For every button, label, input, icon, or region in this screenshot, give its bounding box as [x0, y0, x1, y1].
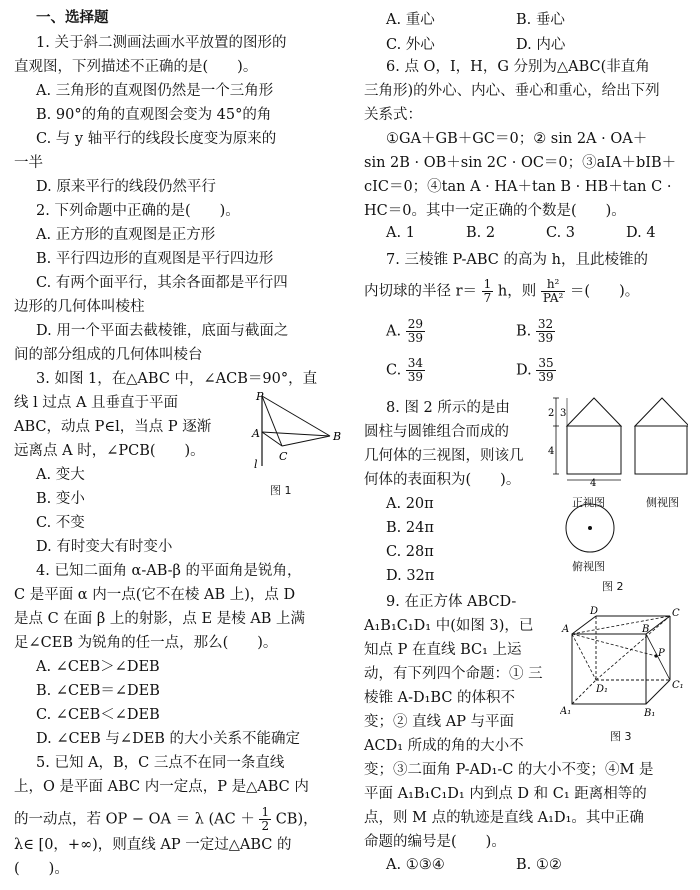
q1-option-b: B. 90°的角的直观图会变为 45°的角	[36, 107, 272, 123]
q7-r-num: 1	[483, 277, 492, 291]
q7-expr-den: PA²	[542, 291, 564, 305]
q5-vector-expr-end: CB)，	[275, 811, 318, 828]
figure-2-three-views	[542, 392, 688, 592]
fig2-front-label: 正视图	[572, 496, 605, 509]
q5-frac-num: 1	[261, 805, 270, 819]
q6-line-3: 关系式：	[364, 107, 422, 123]
fig1-label-c: C	[279, 450, 288, 463]
q3-option-a: A. 变大	[36, 467, 85, 483]
q8-line-3: 几何体的三视图，则该几	[364, 448, 524, 464]
fig1-label-p: P	[256, 390, 264, 403]
q7-option-d: D. $\frac{35}{39}$	[516, 356, 554, 384]
q2-option-c-cont: 边形的几何体叫棱柱	[14, 299, 145, 315]
q6-option-a: A. 1	[386, 225, 415, 241]
q5-option-c: C. 外心	[386, 37, 435, 53]
q9-line-6: 变；② 直线 AP 与平面	[364, 714, 515, 730]
q7-r-den: 7	[483, 291, 492, 305]
q2-option-d: D. 用一个平面去截棱锥，底面与截面之	[36, 323, 289, 339]
q8-option-d: D. 32π	[386, 568, 435, 584]
fig1-label-b: B	[333, 430, 342, 443]
q8-option-a: A. 20π	[386, 496, 434, 512]
q5-line-5: ( )。	[14, 861, 69, 877]
q4-line-2: C 是平面 α 内一点(它不在棱 AB 上)，点 D	[14, 587, 296, 603]
q3-option-b: B. 变小	[36, 491, 85, 507]
q9-line-5: 棱锥 A-D₁BC 的体积不	[364, 690, 516, 706]
q5-line-2: 上，O 是平面 ABC 内一定点，P 是△ABC 内	[14, 779, 309, 795]
q9-line-11: 命题的编号是( )。	[364, 834, 506, 850]
fig3-label-b: B	[642, 624, 650, 635]
q3-line-3: ABC，动点 P∈l，当点 P 逐渐	[14, 419, 212, 435]
q2-option-d-cont: 间的部分组成的几何体叫棱台	[14, 347, 203, 363]
fig2-dim-3: 3	[560, 408, 567, 419]
q9-line-8: 变；③二面角 P-AD₁-C 的大小不变；④M 是	[364, 762, 654, 778]
q7-option-c: C. $\frac{34}{39}$	[386, 356, 424, 384]
q7-text-a: 内切球的半径 r＝	[364, 283, 478, 300]
q4-line-3: 是点 C 在面 β 上的射影，点 E 是棱 AB 上满	[14, 611, 306, 627]
figure-3-cube	[560, 606, 690, 726]
q7-option-a: A. $\frac{29}{39}$	[386, 317, 423, 345]
q5-option-d: D. 内心	[516, 37, 566, 53]
q8-option-c: C. 28π	[386, 544, 434, 560]
q9-line-10: 点，则 M 点的轨迹是直线 A₁D₁。其中正确	[364, 810, 644, 826]
q5-fraction	[259, 806, 271, 833]
figure-1-triangle	[242, 388, 346, 472]
q3-option-d: D. 有时变大有时变小	[36, 539, 173, 555]
q1-option-d: D. 原来平行的线段仍然平行	[36, 179, 216, 195]
q1-option-a: A. 三角形的直观图仍然是一个三角形	[36, 83, 274, 99]
q5-line-4: λ∈ [0，+∞)，则直线 AP 一定过△ABC 的	[14, 837, 292, 853]
q3-line-1: 3. 如图 1，在△ABC 中，∠ACB＝90°，直	[36, 371, 318, 387]
q7-line-2	[364, 278, 639, 305]
fig2-caption: 图 2	[602, 580, 624, 593]
q7-text-b: h，则	[497, 283, 537, 300]
q6-option-d: D. 4	[626, 225, 656, 241]
q7-expr-num: h²	[541, 278, 565, 292]
q1-line-1: 1. 关于斜二测画法画水平放置的图形的	[36, 35, 287, 51]
q7-option-b: B. $\frac{32}{39}$	[516, 317, 554, 345]
q2-line-1: 2. 下列命题中正确的是( )。	[36, 203, 240, 219]
fig2-dim-2: 2	[548, 408, 555, 419]
q4-line-1: 4. 已知二面角 α-AB-β 的平面角是锐角，	[36, 563, 302, 579]
figure-1-caption: 图 1	[270, 484, 292, 497]
q5-frac-den: 2	[261, 819, 270, 833]
q5-line-3	[14, 806, 318, 833]
q5-line-1: 5. 已知 A，B，C 三点不在同一条直线	[36, 755, 285, 771]
q7-r-fraction	[482, 278, 494, 305]
q1-line-2: 直观图，下列描述不正确的是( )。	[14, 59, 258, 75]
fig3-label-c: C	[672, 608, 680, 619]
q9-line-3: 知点 P 在直线 BC₁ 上运	[364, 642, 522, 658]
q2-option-b: B. 平行四边形的直观图是平行四边形	[36, 251, 274, 267]
q3-line-4: 远离点 A 时，∠PCB( )。	[14, 443, 205, 459]
q6-line-4: ①GA＋GB＋GC＝0；② sin 2A · OA＋	[386, 131, 648, 147]
fig3-label-d1: D₁	[596, 684, 609, 695]
q7-expr-fraction	[541, 278, 565, 305]
q8-option-b: B. 24π	[386, 520, 434, 536]
q5-option-a: A. 重心	[386, 12, 435, 28]
q2-option-c: C. 有两个面平行，其余各面都是平行四	[36, 275, 288, 291]
q6-line-7: HC＝0。其中一定正确的个数是( )。	[364, 203, 626, 219]
fig2-dim-4-vertical: 4	[548, 446, 555, 457]
q6-line-2: 三角形)的外心、内心、垂心和重心，给出下列	[364, 83, 660, 99]
q6-option-c: C. 3	[546, 225, 576, 241]
q3-option-c: C. 不变	[36, 515, 85, 531]
q6-line-1: 6. 点 O，I，H，G 分别为△ABC(非直角	[386, 59, 650, 75]
q4-option-a: A. ∠CEB＞∠DEB	[36, 659, 160, 675]
q9-line-7: ACD₁ 所成的角的大小不	[364, 738, 524, 754]
q4-line-4: 足∠CEB 为锐角的任一点，那么( )。	[14, 635, 278, 651]
q8-line-2: 圆柱与圆锥组合而成的	[364, 424, 509, 440]
fig3-label-a: A	[562, 624, 570, 635]
fig2-top-label: 俯视图	[572, 560, 605, 573]
fig2-side-label: 侧视图	[646, 496, 679, 509]
q9-line-2: A₁B₁C₁D₁ 中(如图 3)，已	[364, 618, 534, 634]
q1-option-c: C. 与 y 轴平行的线段长度变为原来的	[36, 131, 277, 147]
q8-line-4: 何体的表面积为( )。	[364, 472, 521, 488]
q4-option-b: B. ∠CEB＝∠DEB	[36, 683, 160, 699]
section-title: 一、选择题	[36, 10, 109, 26]
q1-option-c-cont: 一半	[14, 155, 43, 171]
q9-line-1: 9. 在正方体 ABCD-	[386, 594, 517, 610]
q2-option-a: A. 正方形的直观图是正方形	[36, 227, 216, 243]
fig3-label-c1: C₁	[672, 680, 684, 691]
fig1-label-l: l	[254, 458, 258, 471]
q5-vector-expr: 的一动点，若 OP − OA ＝ λ (AC ＋	[14, 811, 255, 828]
q9-line-4: 动，有下列四个命题：① 三	[364, 666, 543, 682]
q9-line-9: 平面 A₁B₁C₁D₁ 内到点 D 和 C₁ 距离相等的	[364, 786, 647, 802]
fig2-dim-4-horizontal: 4	[590, 478, 597, 489]
q7-text-c: ＝( )。	[569, 283, 640, 300]
fig3-label-d: D	[590, 606, 599, 617]
q5-option-b: B. 垂心	[516, 12, 565, 28]
q6-line-6: cIC＝0；④tan A · HA＋tan B · HB＋tan C ·	[364, 179, 672, 195]
q4-option-d: D. ∠CEB 与∠DEB 的大小关系不能确定	[36, 731, 301, 747]
q3-line-2: 线 l 过点 A 且垂直于平面	[14, 395, 179, 411]
fig3-label-b1: B₁	[644, 708, 656, 719]
q4-option-c: C. ∠CEB＜∠DEB	[36, 707, 160, 723]
q9-option-b: B. ①②	[516, 857, 562, 873]
q7-line-1: 7. 三棱锥 P-ABC 的高为 h，且此棱锥的	[386, 252, 648, 268]
fig3-caption: 图 3	[610, 730, 632, 743]
q8-line-1: 8. 图 2 所示的是由	[386, 400, 510, 416]
q6-option-b: B. 2	[466, 225, 496, 241]
fig3-label-p: P	[658, 648, 665, 659]
q6-line-5: sin 2B · OB＋sin 2C · OC＝0；③aIA＋bIB＋	[364, 155, 677, 171]
fig1-label-a: A	[252, 427, 260, 440]
fig3-label-a1: A₁	[560, 706, 572, 717]
q9-option-a: A. ①③④	[386, 857, 445, 873]
